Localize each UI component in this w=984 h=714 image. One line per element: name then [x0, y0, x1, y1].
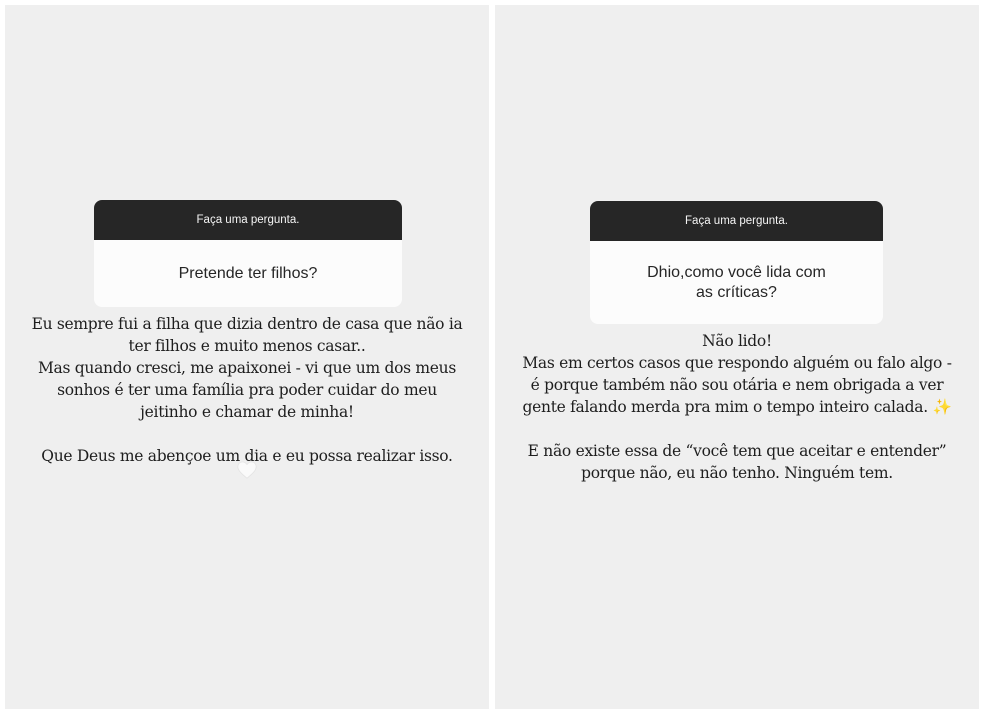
question-sticker-header: Faça uma pergunta.: [590, 201, 883, 241]
answer-text: [5, 313, 489, 467]
answer-line: porque não, eu não tenho. Ninguém tem.: [581, 464, 893, 482]
question-sticker-body: [94, 240, 402, 307]
question-text: Pretende ter filhos?: [178, 264, 318, 282]
paragraph-gap: [5, 423, 489, 445]
story-panel-right: [495, 5, 979, 709]
answer-text: [495, 330, 979, 484]
sparkles-icon: ✨: [932, 398, 952, 416]
answer-line: ter filhos e muito menos casar..: [128, 337, 366, 355]
answer-line: E não existe essa de “você tem que aceitar e entender”: [527, 442, 947, 460]
question-sticker: [94, 200, 402, 307]
question-sticker-header: Faça uma pergunta.: [94, 200, 402, 240]
answer-line: Eu sempre fui a filha que dizia dentro de casa que não ia: [31, 315, 463, 333]
paragraph-gap: [495, 418, 979, 440]
question-sticker-body: [590, 241, 883, 324]
answer-line: Não lido!: [702, 332, 772, 350]
answer-line: Mas quando cresci, me apaixonei - vi que um dos meus: [37, 359, 457, 377]
answer-line: jeitinho e chamar de minha!: [140, 403, 354, 421]
answer-line: gente falando merda pra mim o tempo inteiro calada.: [522, 398, 928, 416]
answer-line: sonhos é ter uma família pra poder cuidar do meu: [57, 381, 437, 399]
answer-line: Mas em certos casos que respondo alguém ou falo algo -: [522, 354, 952, 372]
answer-line-with-emoji: [495, 396, 979, 418]
answer-line: é porque também não sou otária e nem obrigada a ver: [530, 376, 944, 394]
question-sticker: [590, 201, 883, 324]
question-text-line: Dhio,como você lida com: [647, 263, 826, 281]
question-text-line: as críticas?: [696, 283, 777, 301]
white-heart-icon: [236, 459, 258, 481]
answer-line: Que Deus me abençoe um dia e eu possa realizar isso.: [41, 447, 453, 465]
story-panel-left: [5, 5, 489, 709]
